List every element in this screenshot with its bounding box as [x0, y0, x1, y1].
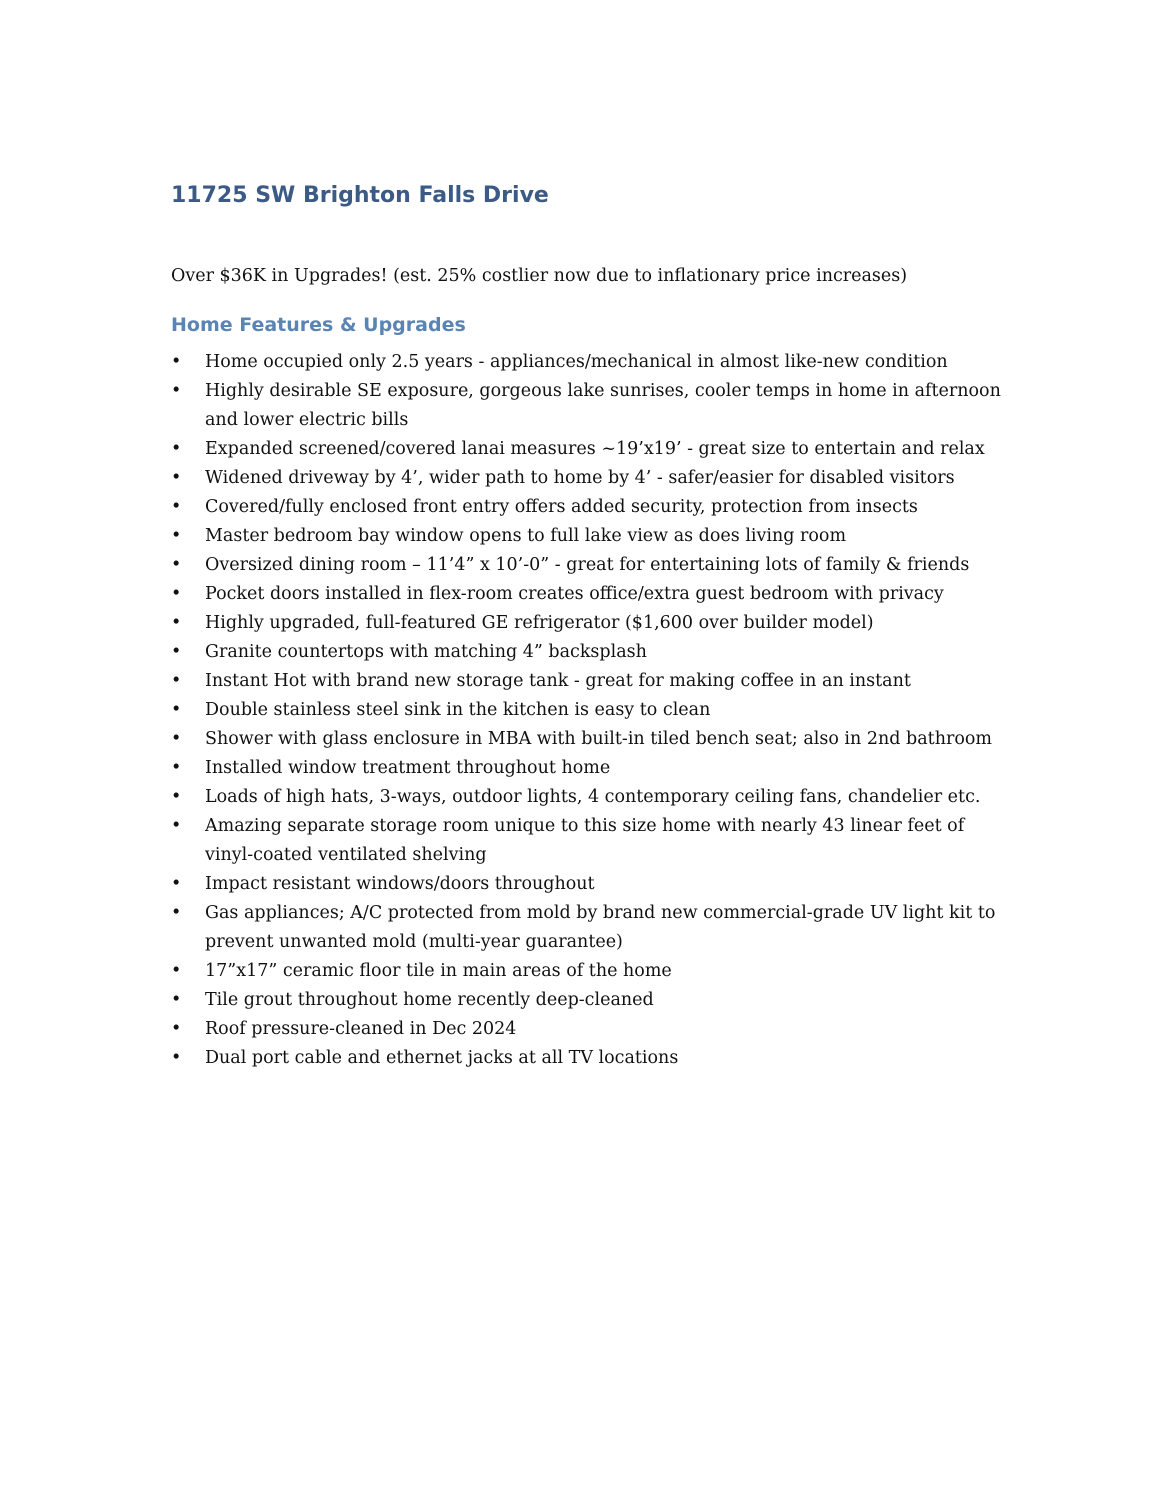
- feature-text: Oversized dining room – 11’4” x 10’-0” - great for entertaining lots of family & friends: [205, 555, 970, 575]
- feature-text: Home occupied only 2.5 years - appliances/mechanical in almost like-new condition: [205, 352, 948, 372]
- feature-text: Master bedroom bay window opens to full lake view as does living room: [205, 526, 847, 546]
- bullet-icon: •: [171, 990, 182, 1010]
- feature-text: Loads of high hats, 3-ways, outdoor lights, 4 contemporary ceiling fans, chandelier etc.: [205, 787, 981, 807]
- document-title: 11725 SW Brighton Falls Drive: [171, 183, 549, 208]
- bullet-icon: •: [171, 787, 182, 807]
- feature-text: Pocket doors installed in flex-room creates office/extra guest bedroom with privacy: [205, 584, 944, 604]
- feature-text: Widened driveway by 4’, wider path to home by 4’ - safer/easier for disabled visitors: [205, 468, 955, 488]
- feature-item: [171, 870, 1001, 899]
- feature-item: [171, 812, 1001, 870]
- bullet-icon: •: [171, 468, 182, 488]
- feature-text: Installed window treatment throughout home: [205, 758, 611, 778]
- bullet-icon: •: [171, 526, 182, 546]
- bullet-icon: •: [171, 381, 182, 401]
- feature-text: Amazing separate storage room unique to this size home with nearly 43 linear feet of vinyl-coated ventilated shelving: [205, 816, 965, 865]
- bullet-icon: •: [171, 613, 182, 633]
- feature-text: Shower with glass enclosure in MBA with built-in tiled bench seat; also in 2nd bathroom: [205, 729, 993, 749]
- feature-text: Instant Hot with brand new storage tank - great for making coffee in an instant: [205, 671, 911, 691]
- bullet-icon: •: [171, 700, 182, 720]
- feature-item: [171, 522, 1001, 551]
- feature-item: [171, 348, 1001, 377]
- feature-item: [171, 493, 1001, 522]
- feature-item: [171, 696, 1001, 725]
- feature-item: [171, 667, 1001, 696]
- bullet-icon: •: [171, 671, 182, 691]
- feature-text: 17”x17” ceramic floor tile in main areas of the home: [205, 961, 672, 981]
- bullet-icon: •: [171, 816, 182, 836]
- bullet-icon: •: [171, 874, 182, 894]
- feature-text: Covered/fully enclosed front entry offers added security, protection from insects: [205, 497, 918, 517]
- feature-text: Gas appliances; A/C protected from mold by brand new commercial-grade UV light kit to prevent unwanted mold (multi-year guarantee): [205, 903, 996, 952]
- feature-item: [171, 638, 1001, 667]
- feature-text: Tile grout throughout home recently deep-cleaned: [205, 990, 654, 1010]
- feature-item: [171, 551, 1001, 580]
- bullet-icon: •: [171, 642, 182, 662]
- bullet-icon: •: [171, 758, 182, 778]
- bullet-icon: •: [171, 352, 182, 372]
- bullet-icon: •: [171, 1019, 182, 1039]
- feature-item: [171, 1044, 1001, 1073]
- bullet-icon: •: [171, 439, 182, 459]
- feature-item: [171, 899, 1001, 957]
- bullet-icon: •: [171, 961, 182, 981]
- features-list: [171, 348, 1001, 1073]
- bullet-icon: •: [171, 729, 182, 749]
- feature-text: Dual port cable and ethernet jacks at all TV locations: [205, 1048, 679, 1068]
- feature-text: Highly upgraded, full-featured GE refrigerator ($1,600 over builder model): [205, 613, 874, 633]
- feature-item: [171, 580, 1001, 609]
- feature-text: Granite countertops with matching 4” backsplash: [205, 642, 647, 662]
- feature-text: Highly desirable SE exposure, gorgeous lake sunrises, cooler temps in home in afternoon and lower electric bills: [205, 381, 1001, 430]
- feature-text: Double stainless steel sink in the kitchen is easy to clean: [205, 700, 711, 720]
- bullet-icon: •: [171, 1048, 182, 1068]
- feature-item: [171, 725, 1001, 754]
- feature-item: [171, 464, 1001, 493]
- upgrades-intro: Over $36K in Upgrades! (est. 25% costlier now due to inflationary price increases): [171, 266, 908, 286]
- bullet-icon: •: [171, 584, 182, 604]
- feature-item: [171, 435, 1001, 464]
- feature-item: [171, 957, 1001, 986]
- bullet-icon: •: [171, 497, 182, 517]
- feature-text: Roof pressure-cleaned in Dec 2024: [205, 1019, 517, 1039]
- bullet-icon: •: [171, 903, 182, 923]
- bullet-icon: •: [171, 555, 182, 575]
- feature-item: [171, 609, 1001, 638]
- feature-item: [171, 986, 1001, 1015]
- feature-item: [171, 377, 1001, 435]
- feature-item: [171, 754, 1001, 783]
- feature-text: Impact resistant windows/doors throughout: [205, 874, 595, 894]
- features-heading: Home Features & Upgrades: [171, 314, 466, 336]
- feature-item: [171, 783, 1001, 812]
- feature-item: [171, 1015, 1001, 1044]
- feature-text: Expanded screened/covered lanai measures ~19’x19’ - great size to entertain and relax: [205, 439, 985, 459]
